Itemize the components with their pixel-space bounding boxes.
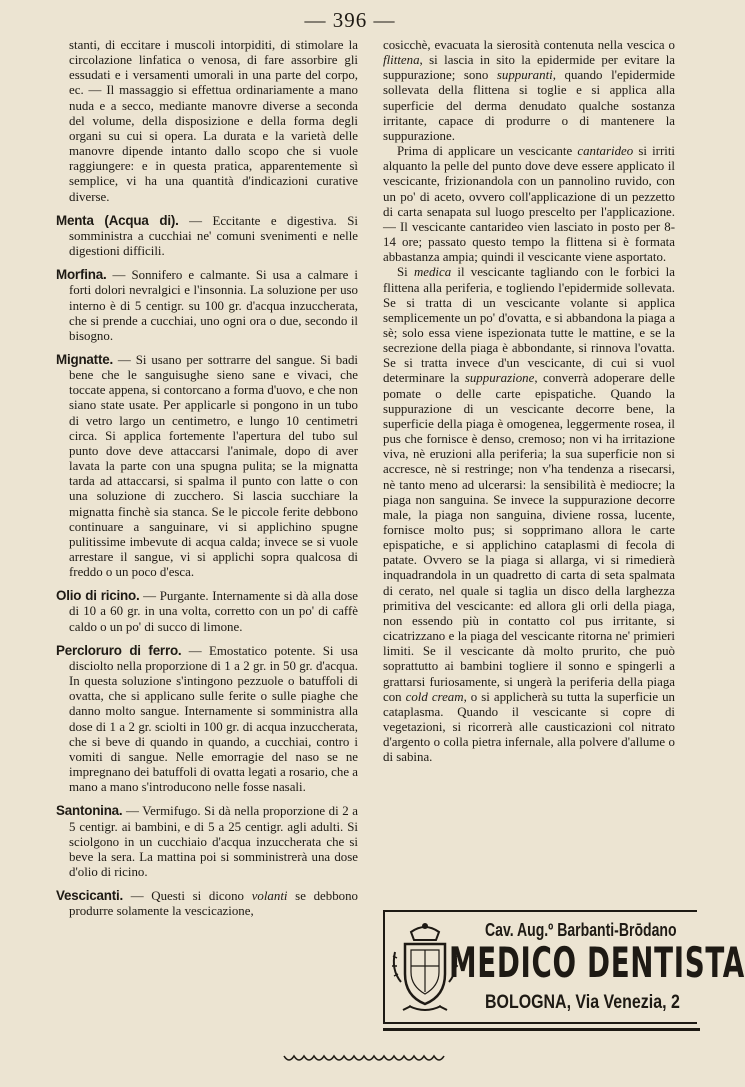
entry-term: Olio di ricino. [56,588,140,604]
text-run: Prima di applicare un vescicante [397,144,578,159]
entry-text: — Si usano per sottrarre del sangue. Si badi bene che le sanguisughe sieno sane e vivaci, che toccate appena, si contorcano a forma d'uovo, e che non siano state usate. Per applicarle si pongono in un tubo di vetro largo un centimetro, e lungo 10 centimetri circa. Si applica fortemente l'apertura del tubo sul punto dove deve attaccarsi l'animale, dopo di aver lavata la parte con una spugna pulita; se la mignatta tarda ad attaccarsi, si spalma il punto con latte o con una soluzione di zucchero. Si lascia succhiare la mignatta finchè sia stanca. Se le piccole ferite debbono continuare a sanguinare, vi si applichino spugne pulitissime imbevute di acqua calda; invece se si vuole arrestare il sangue, vi si applichi sopra qualcosa di freddo o un poco d'esca. [69,352,358,580]
italic-term: cantarideo [577,144,634,159]
entry-term: Vescicanti. [56,888,124,904]
text-run: , o si applicherà su tutta la superficie un cataplasma. Quando il vescicante si copre di vegetazioni, si ricorrerà alle causticazioni col nitrato d'argento o colla pietra infernale, alla polvere d'allume o di sabina. [383,689,675,765]
italic-term: flittena [383,53,420,68]
dentist-address: BOLOGNA, Via Venezia, 2 [485,992,680,1013]
dentist-title: MEDICO DENTISTA [449,938,745,987]
italic-term: suppuranti [496,68,553,83]
italic-term: cold cream [405,689,464,704]
entry-text: — Eccitante e digestiva. Si somministra a cucchiai ne' comuni svenimenti e nelle digestioni difficili. [69,213,358,259]
right-column [383,38,675,766]
text-run: , si lascia in sito la epidermide per evitare la suppurazione; sono [383,53,675,83]
vescicanti-continuation [383,38,675,144]
entry-term: Menta (Acqua di). [56,212,179,228]
entry-morfina [56,267,358,344]
intro-paragraph: stanti, di eccitare i muscoli intorpiditi, di stimolare la circolazione linfatica o venosa, di fare assorbire gli essudati e i versamenti umorali in una parte del corpo, ec. — Il massaggio si effettua ordinariamente a mano nuda e a secco, mediante manovre diverse a seconda del volume, della disposizione e della forma degli organi su cui si opera. La durata e la varietà delle manovre dipende intanto dallo scopo che si vuole raggiungere: e in questa pratica, apparentemente sì semplice, vi ha una quantità d'indicazioni curative diverse. [69,38,358,204]
entry-mignatte [56,352,358,580]
entry-term: Santonina. [56,803,123,819]
italic-term: medica [413,265,452,280]
entry-santonina [56,803,358,880]
entry-menta [56,213,358,259]
text-run: , quando l'epidermide sollevata della flittena si toglie e si applica alla superficie del derma denudato qualche sostanza irritante, capace di produrre o di mantenere la suppurazione. [383,68,675,143]
text-run: il vescicante tagliando con le forbici la flittena alla periferia, e togliendo l'epidermide sollevata. Se si tratta di un vescicante volante si applica semplicemente un po' d'ovatta, e si abbandona la piaga a sè; solo essa viene ispezionata tutte le mattine, e se la secrezione della piaga è abbondante, si rinnova l'ovatta. Se si tratta invece d'un vescicante, di cui si vuol determinare la [383,265,675,386]
dentist-name: Cav. Aug.º Barbanti-Brōdano [485,920,677,940]
text-run: Si [397,265,414,280]
entry-term: Morfina. [56,267,107,283]
advertisement-bottom-rule [383,1028,700,1031]
entry-text: — Questi si dicono [130,889,252,904]
left-column [56,38,358,927]
page-number: — 396 — [304,8,396,32]
vescicanti-medication-paragraph [383,265,675,765]
wavy-rule-icon [282,1052,442,1064]
entry-vescicanti [56,888,358,919]
entry-text: — Sonnifero e calmante. Si usa a calmare i forti dolori nevralgici e l'insonnia. La soluzione per uso interno è di 5 centigr. su 100 gr. d'acqua inzuccherata, che si prende a cucchiai, uno ogni ora o due, secondo il bisogno. [69,268,359,343]
entry-term: Percloruro di ferro. [56,642,182,658]
entry-text: se debbono produrre solamente la vescicazione, [69,889,358,919]
entry-text: — Emostatico potente. Si usa disciolto nella proporzione di 1 a 2 gr. in 50 gr. d'acqua. In questa soluzione s'intingono pezzuole o batuffoli di ovatta, che si applicano sulle ferite o sulle piaghe che danno molto sangue. Internamente si somministra alla dose di 1 a 2 gr. sciolti in 100 gr. di acqua inzuccherata, che si beve di quando in quando, a cucchiai, contro i vomiti di sangue. Nelle emorragie del naso se ne impregnano dei batuffoli di ovatta legati a rosario, che a mano a mano s'introducono nelle fosse nasali. [69,643,358,795]
italic-term: suppurazione [464,371,535,386]
text-run: si irriti alquanto la pelle del punto dove deve essere applicato il vescicante, frizionandola con un pannolino ruvido, con un po' di aceto, ovvero coll'applicazione di un pezzetto di carta senapata sul luogo prescelto per l'applicazione. — Il vescicante cantarideo vien lasciato in posto per 8-14 ore; passato questo tempo la flittena si è formata abbastanza ampia; quindi il vescicante viene asportato. [383,144,675,265]
text-run: cosicchè, evacuata la sierosità contenuta nella vescica o [383,38,675,52]
vescicanti-application-paragraph [383,144,675,265]
text-run: , converrà adoperare delle pomate o delle carte epispatiche. Quando la suppurazione di un vescicante decorre bene, la superficie della piaga è omogenea, leggermente rosea, il pus che fornisce è denso, cremoso; non vi ha irritazione viva, nè eruzioni alla periferia; la sua superficie non si accresce, nè si restringe; non v'ha tendenza a risecarsi, nè tanto meno ad ulcerarsi: la sensibilità è mediocre; la piaga non sanguina. Se invece la suppurazione decorre male, la piaga non sanguina, diviene rossa, lucente, fornisce molto pus; si sopprimano allora le carte epispatiche, e si applichino cataplasmi di fecola di patate. Ovvero se la piaga si allarga, vi si rimedierà inquadrandola in un quadretto di carta di seta spalmata di cerato, nel quale si taglia un disco della larghezza primitiva del vescicante: ed allora gli orli della piaga, non essendo più in contatto col pus irritante, si cicatrizzano e la piaga del vescicante ritorna ne' primieri limiti. Se il vescicante dà molto prurito, che può soprattutto ai bambini togliere il sonno e spingerli a grattarsi furiosamente, si ungerà la periferia della piaga con [383,371,675,704]
entry-olio-di-ricino [56,588,358,634]
entry-text: — Purgante. Internamente si dà alla dose di 10 a 60 gr. in una volta, corretto con un po' di caffè caldo o un po' di succo di limone. [69,589,358,634]
dentist-advertisement [383,910,745,1024]
entry-term: Mignatte. [56,351,113,367]
entry-percloruro-di-ferro [56,643,358,796]
entry-text: — Vermifugo. Si dà nella proporzione di 2 a 5 centigr. ai bambini, e di 5 a 25 centigr. agli adulti. Si sciolgono in un cucchiaio d'acqua inzuccherata che si beve la sera. La mattina poi si somministrerà una dose d'olio di ricino. [69,804,358,879]
entry-text-italic: volanti [251,889,288,904]
